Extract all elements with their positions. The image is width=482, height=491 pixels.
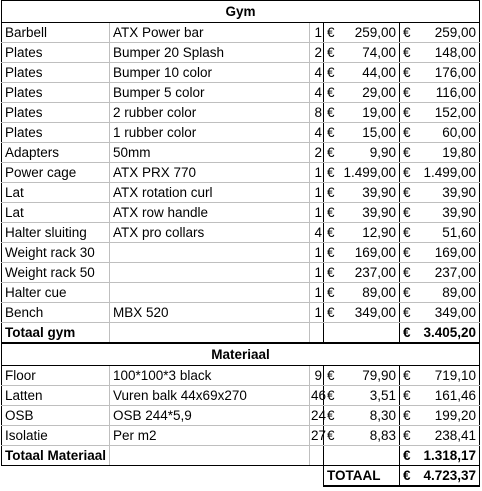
table-row [2, 123, 480, 143]
table-row [2, 243, 480, 263]
category-cell[interactable]: Plates [2, 103, 110, 123]
line-total-cell[interactable]: 719,10 [412, 366, 480, 386]
table-row [2, 43, 480, 63]
table-row [2, 386, 480, 406]
description-cell[interactable]: Bumper 20 Splash [110, 43, 310, 63]
quantity-cell[interactable]: 8 [310, 103, 324, 123]
category-cell[interactable]: Halter cue [2, 283, 110, 303]
total-currency-cell[interactable]: € [400, 366, 412, 386]
price-currency-cell[interactable]: € [324, 283, 336, 303]
empty-cell[interactable] [110, 446, 310, 466]
description-cell[interactable]: Bumper 10 color [110, 63, 310, 83]
price-currency-cell[interactable]: € [324, 143, 336, 163]
total-currency-cell[interactable]: € [400, 223, 412, 243]
total-currency-cell[interactable]: € [400, 183, 412, 203]
price-currency-cell[interactable]: € [324, 43, 336, 63]
gym-title-row [2, 1, 480, 23]
quantity-cell[interactable]: 1 [310, 163, 324, 183]
total-currency-cell[interactable]: € [400, 123, 412, 143]
total-currency-cell[interactable]: € [400, 263, 412, 283]
total-currency-cell[interactable]: € [400, 466, 412, 487]
total-currency-cell[interactable]: € [400, 406, 412, 426]
category-cell[interactable]: Plates [2, 83, 110, 103]
price-currency-cell[interactable]: € [324, 386, 336, 406]
description-cell[interactable]: 1 rubber color [110, 123, 310, 143]
line-total-cell[interactable]: 60,00 [412, 123, 480, 143]
line-total-cell[interactable]: 39,90 [412, 183, 480, 203]
price-currency-cell[interactable]: € [324, 406, 336, 426]
description-cell[interactable]: Bumper 5 color [110, 83, 310, 103]
section-total-value[interactable]: 3.405,20 [412, 323, 480, 343]
price-cell[interactable]: 39,90 [336, 183, 400, 203]
price-currency-cell[interactable]: € [324, 83, 336, 103]
line-total-cell[interactable]: 169,00 [412, 243, 480, 263]
price-currency-cell[interactable]: € [324, 366, 336, 386]
section-total-value[interactable]: 1.318,17 [412, 446, 480, 466]
empty-cell[interactable] [310, 323, 324, 343]
materiaal-title-row [2, 344, 480, 366]
price-cell[interactable]: 1.499,00 [336, 163, 400, 183]
gym-total-row [2, 323, 480, 343]
line-total-cell[interactable]: 39,90 [412, 203, 480, 223]
table-row [2, 203, 480, 223]
price-cell[interactable]: 9,90 [336, 143, 400, 163]
quantity-cell[interactable]: 1 [310, 283, 324, 303]
empty-cell[interactable] [110, 323, 310, 343]
table-row [2, 83, 480, 103]
price-cell[interactable]: 29,00 [336, 83, 400, 103]
price-currency-cell[interactable]: € [324, 123, 336, 143]
total-currency-cell[interactable]: € [400, 446, 412, 466]
description-cell[interactable]: Vuren balk 44x69x270 [110, 386, 310, 406]
description-cell[interactable]: ATX Power bar [110, 23, 310, 43]
quantity-cell[interactable]: 4 [310, 63, 324, 83]
category-cell[interactable]: Weight rack 50 [2, 263, 110, 283]
price-cell[interactable]: 15,00 [336, 123, 400, 143]
line-total-cell[interactable]: 161,46 [412, 386, 480, 406]
price-currency-cell[interactable]: € [324, 223, 336, 243]
price-currency-cell[interactable]: € [324, 203, 336, 223]
line-total-cell[interactable]: 89,00 [412, 283, 480, 303]
table-row [2, 23, 480, 43]
grand-total-row [2, 466, 480, 487]
table-row [2, 426, 480, 446]
quantity-cell[interactable]: 2 [310, 143, 324, 163]
price-cell[interactable]: 79,90 [336, 366, 400, 386]
description-cell[interactable] [110, 263, 310, 283]
line-total-cell[interactable]: 199,20 [412, 406, 480, 426]
line-total-cell[interactable]: 19,80 [412, 143, 480, 163]
description-cell[interactable]: ATX pro collars [110, 223, 310, 243]
quantity-cell[interactable]: 4 [310, 123, 324, 143]
table-row [2, 183, 480, 203]
price-cell[interactable]: 3,51 [336, 386, 400, 406]
price-cell[interactable]: 169,00 [336, 243, 400, 263]
price-cell[interactable]: 89,00 [336, 283, 400, 303]
total-currency-cell[interactable]: € [400, 283, 412, 303]
total-currency-cell[interactable]: € [400, 303, 412, 323]
price-currency-cell[interactable]: € [324, 63, 336, 83]
category-cell[interactable]: Power cage [2, 163, 110, 183]
category-cell[interactable]: Halter sluiting [2, 223, 110, 243]
table-row [2, 63, 480, 83]
quantity-cell[interactable]: 2 [310, 43, 324, 63]
category-cell[interactable]: Plates [2, 123, 110, 143]
description-cell[interactable]: ATX PRX 770 [110, 163, 310, 183]
category-cell[interactable]: Lat [2, 183, 110, 203]
price-currency-cell[interactable]: € [324, 183, 336, 203]
description-cell[interactable]: ATX row handle [110, 203, 310, 223]
total-currency-cell[interactable]: € [400, 143, 412, 163]
description-cell[interactable] [110, 243, 310, 263]
category-cell[interactable]: Barbell [2, 23, 110, 43]
table-row [2, 163, 480, 183]
price-currency-cell[interactable]: € [324, 303, 336, 323]
table-row [2, 303, 480, 323]
section-total-label[interactable]: Totaal Materiaal [2, 446, 110, 466]
total-currency-cell[interactable]: € [400, 103, 412, 123]
line-total-cell[interactable]: 116,00 [412, 83, 480, 103]
line-total-cell[interactable]: 349,00 [412, 303, 480, 323]
quantity-cell[interactable]: 1 [310, 183, 324, 203]
category-cell[interactable]: Plates [2, 63, 110, 83]
table-row [2, 406, 480, 426]
category-cell[interactable]: OSB [2, 406, 110, 426]
total-currency-cell[interactable]: € [400, 43, 412, 63]
category-cell[interactable]: Weight rack 30 [2, 243, 110, 263]
total-currency-cell[interactable]: € [400, 386, 412, 406]
line-total-cell[interactable]: 259,00 [412, 23, 480, 43]
total-currency-cell[interactable]: € [400, 63, 412, 83]
total-currency-cell[interactable]: € [400, 323, 412, 343]
empty-cell[interactable] [324, 323, 336, 343]
quantity-cell[interactable]: 46 [310, 386, 324, 406]
total-currency-cell[interactable]: € [400, 203, 412, 223]
line-total-cell[interactable]: 238,41 [412, 426, 480, 446]
quantity-cell[interactable]: 9 [310, 366, 324, 386]
price-cell[interactable]: 44,00 [336, 63, 400, 83]
quantity-cell[interactable]: 1 [310, 203, 324, 223]
quantity-cell[interactable]: 4 [310, 83, 324, 103]
table-row [2, 283, 480, 303]
gym-section-title[interactable]: Gym [2, 1, 480, 23]
price-cell[interactable]: 39,90 [336, 203, 400, 223]
total-currency-cell[interactable]: € [400, 426, 412, 446]
category-cell[interactable]: Isolatie [2, 426, 110, 446]
grand-total-value[interactable]: 4.723,37 [412, 466, 480, 487]
line-total-cell[interactable]: 51,60 [412, 223, 480, 243]
description-cell[interactable]: 100*100*3 black [110, 366, 310, 386]
total-currency-cell[interactable]: € [400, 23, 412, 43]
line-total-cell[interactable]: 148,00 [412, 43, 480, 63]
price-cell[interactable]: 19,00 [336, 103, 400, 123]
empty-cell[interactable] [336, 446, 400, 466]
category-cell[interactable]: Adapters [2, 143, 110, 163]
quantity-cell[interactable]: 27 [310, 426, 324, 446]
price-currency-cell[interactable]: € [324, 23, 336, 43]
category-cell[interactable]: Latten [2, 386, 110, 406]
line-total-cell[interactable]: 237,00 [412, 263, 480, 283]
quantity-cell[interactable]: 1 [310, 303, 324, 323]
table-row [2, 366, 480, 386]
price-currency-cell[interactable]: € [324, 103, 336, 123]
description-cell[interactable]: 50mm [110, 143, 310, 163]
price-currency-cell[interactable]: € [324, 163, 336, 183]
price-currency-cell[interactable]: € [324, 243, 336, 263]
description-cell[interactable] [110, 283, 310, 303]
empty-cell[interactable] [336, 323, 400, 343]
quantity-cell[interactable]: 1 [310, 263, 324, 283]
line-total-cell[interactable]: 152,00 [412, 103, 480, 123]
price-cell[interactable]: 349,00 [336, 303, 400, 323]
table-row [2, 143, 480, 163]
grand-total-label[interactable]: TOTAAL [324, 466, 400, 487]
quantity-cell[interactable]: 1 [310, 23, 324, 43]
quantity-cell[interactable]: 24 [310, 406, 324, 426]
category-cell[interactable]: Plates [2, 43, 110, 63]
table-row [2, 103, 480, 123]
section-total-label[interactable]: Totaal gym [2, 323, 110, 343]
gym-table [1, 0, 480, 343]
table-row [2, 223, 480, 243]
description-cell[interactable]: 2 rubber color [110, 103, 310, 123]
description-cell[interactable]: Per m2 [110, 426, 310, 446]
category-cell[interactable]: Floor [2, 366, 110, 386]
price-cell[interactable]: 12,90 [336, 223, 400, 243]
materiaal-total-row [2, 446, 480, 466]
table-row [2, 263, 480, 283]
price-cell[interactable]: 237,00 [336, 263, 400, 283]
category-cell[interactable]: Bench [2, 303, 110, 323]
total-currency-cell[interactable]: € [400, 83, 412, 103]
quantity-cell[interactable]: 1 [310, 243, 324, 263]
category-cell[interactable]: Lat [2, 203, 110, 223]
materiaal-table [1, 343, 480, 487]
price-cell[interactable]: 74,00 [336, 43, 400, 63]
total-currency-cell[interactable]: € [400, 243, 412, 263]
price-cell[interactable]: 8,30 [336, 406, 400, 426]
description-cell[interactable]: OSB 244*5,9 [110, 406, 310, 426]
description-cell[interactable]: ATX rotation curl [110, 183, 310, 203]
empty-cell[interactable] [324, 446, 336, 466]
price-currency-cell[interactable]: € [324, 263, 336, 283]
total-currency-cell[interactable]: € [400, 163, 412, 183]
quantity-cell[interactable]: 4 [310, 223, 324, 243]
price-cell[interactable]: 8,83 [336, 426, 400, 446]
line-total-cell[interactable]: 176,00 [412, 63, 480, 83]
materiaal-section-title[interactable]: Materiaal [2, 344, 480, 366]
price-currency-cell[interactable]: € [324, 426, 336, 446]
price-cell[interactable]: 259,00 [336, 23, 400, 43]
description-cell[interactable]: MBX 520 [110, 303, 310, 323]
empty-cell[interactable] [310, 446, 324, 466]
line-total-cell[interactable]: 1.499,00 [412, 163, 480, 183]
empty-cell[interactable] [2, 466, 324, 487]
